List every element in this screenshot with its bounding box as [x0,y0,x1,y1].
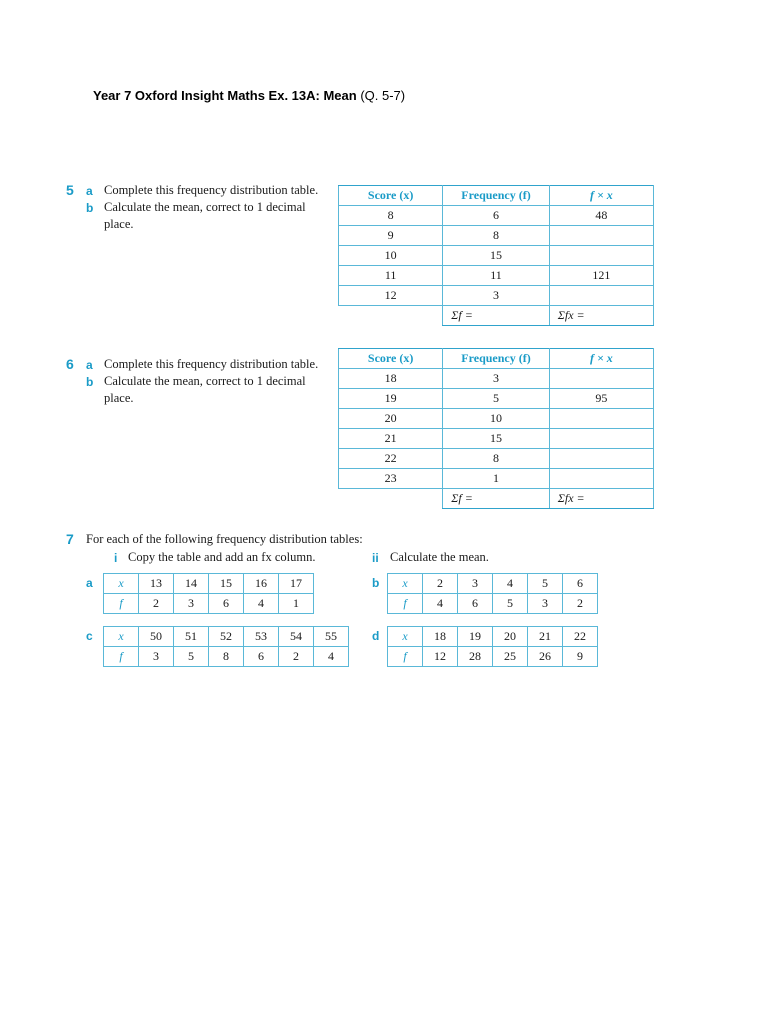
x-label: x [104,627,139,647]
title-bold: Year 7 Oxford Insight Maths Ex. 13A: Mean [93,88,357,103]
frequency-table [338,348,654,509]
question-text: Copy the table and add an fx column. [128,550,316,564]
part-label: b [86,201,94,215]
table-cell: 51 [174,627,209,647]
table-cell [549,429,653,449]
table-cell: 5 [528,574,563,594]
table-cell [549,369,653,389]
table-cell: 6 [563,574,598,594]
table-cell: 28 [458,647,493,667]
table-cell: 19 [339,389,443,409]
table-cell: 95 [549,389,653,409]
table-cell: 3 [458,574,493,594]
table-cell: 6 [209,594,244,614]
table-cell: 9 [563,647,598,667]
table-cell: 25 [493,647,528,667]
x-label: x [388,574,423,594]
question-text: Calculate the mean. [390,550,489,564]
table-cell: 3 [443,369,550,389]
part-label: a [86,184,93,198]
f-label: f [388,594,423,614]
x-label: x [104,574,139,594]
table-cell: 21 [528,627,563,647]
question-text: Calculate the mean, correct to 1 decimal [104,374,306,388]
sum-fx: Σfx = [549,489,653,509]
table-cell: 4 [493,574,528,594]
part-label: i [114,551,118,565]
part-label: b [86,375,94,389]
column-header: f × x [549,349,653,369]
column-header: Frequency (f) [443,186,550,206]
table-cell: 8 [443,226,550,246]
table-cell: 21 [339,429,443,449]
table-cell [549,246,653,266]
frequency-table-a [103,573,314,614]
table-cell: 12 [339,286,443,306]
x-label: x [388,627,423,647]
table-cell: 6 [458,594,493,614]
table-cell: 121 [549,266,653,286]
table-cell: 2 [279,647,314,667]
sum-fx: Σfx = [549,306,653,326]
table-cell: 10 [339,246,443,266]
question-text: Complete this frequency distribution table. [104,183,319,197]
table-cell: 17 [279,574,314,594]
part-label: c [86,629,93,643]
table-cell: 1 [279,594,314,614]
frequency-table [338,185,654,326]
table-cell: 9 [339,226,443,246]
table-cell: 15 [443,246,550,266]
table-cell: 11 [443,266,550,286]
table-cell: 54 [279,627,314,647]
table-cell: 48 [549,206,653,226]
table-cell: 50 [139,627,174,647]
f-label: f [104,647,139,667]
f-label: f [104,594,139,614]
table-cell: 18 [339,369,443,389]
part-label: ii [372,551,379,565]
table-cell: 26 [528,647,563,667]
empty-cell [339,306,443,326]
column-header: Score (x) [339,349,443,369]
part-label: a [86,358,93,372]
question-text: Calculate the mean, correct to 1 decimal [104,200,306,214]
table-cell: 53 [244,627,279,647]
table-cell: 15 [209,574,244,594]
part-label: d [372,629,380,643]
table-cell: 22 [563,627,598,647]
table-cell: 5 [443,389,550,409]
table-cell [549,286,653,306]
question-text: place. [104,391,134,405]
table-cell: 5 [493,594,528,614]
table-cell [549,469,653,489]
frequency-table-b [387,573,598,614]
table-cell [549,226,653,246]
table-cell: 22 [339,449,443,469]
frequency-table-d [387,626,598,667]
question-text: place. [104,217,134,231]
table-cell: 4 [244,594,279,614]
table-cell: 8 [339,206,443,226]
title-range: (Q. 5-7) [360,88,406,103]
page-title [93,88,405,103]
question-text: For each of the following frequency distribution tables: [86,532,363,546]
table-cell: 2 [423,574,458,594]
part-label: a [86,576,93,590]
table-cell: 4 [423,594,458,614]
table-cell: 6 [244,647,279,667]
table-cell: 2 [563,594,598,614]
f-label: f [388,647,423,667]
table-cell: 8 [443,449,550,469]
table-cell: 14 [174,574,209,594]
table-cell: 18 [423,627,458,647]
table-cell: 15 [443,429,550,449]
frequency-table-c [103,626,349,667]
question-number: 6 [66,356,74,372]
table-cell: 12 [423,647,458,667]
table-cell: 13 [139,574,174,594]
table-cell: 11 [339,266,443,286]
table-cell: 1 [443,469,550,489]
table-cell: 6 [443,206,550,226]
table-cell: 8 [209,647,244,667]
table-cell: 10 [443,409,550,429]
table-cell: 3 [139,647,174,667]
table-cell: 16 [244,574,279,594]
question-number: 5 [66,182,74,198]
table-cell: 52 [209,627,244,647]
table-cell [549,449,653,469]
question-text: Complete this frequency distribution table. [104,357,319,371]
column-header: Score (x) [339,186,443,206]
table-cell: 19 [458,627,493,647]
table-cell: 3 [443,286,550,306]
table-cell: 55 [314,627,349,647]
sum-f: Σf = [443,306,550,326]
column-header: Frequency (f) [443,349,550,369]
column-header: f × x [549,186,653,206]
part-label: b [372,576,380,590]
table-cell: 3 [174,594,209,614]
table-cell: 2 [139,594,174,614]
table-cell: 23 [339,469,443,489]
table-cell: 20 [339,409,443,429]
table-cell: 3 [528,594,563,614]
table-cell [549,409,653,429]
table-cell: 20 [493,627,528,647]
sum-f: Σf = [443,489,550,509]
question-number: 7 [66,531,74,547]
empty-cell [339,489,443,509]
table-cell: 5 [174,647,209,667]
table-cell: 4 [314,647,349,667]
